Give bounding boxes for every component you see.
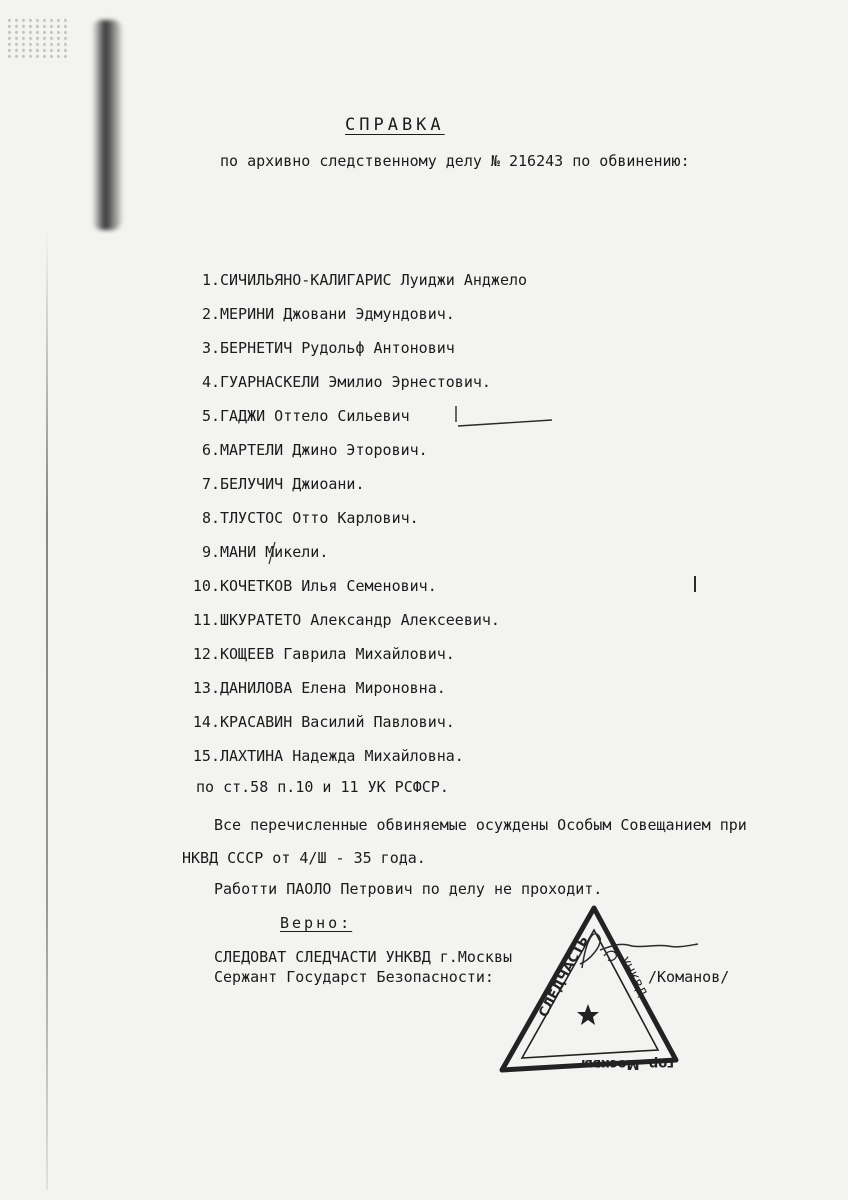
stamp-text-left: СЛЕДЧАСТЬ bbox=[536, 933, 592, 1020]
item-number: 14. bbox=[192, 713, 220, 731]
stray-mark bbox=[690, 574, 700, 596]
item-number: 3. bbox=[201, 339, 220, 357]
list-item bbox=[190, 746, 527, 780]
list-item bbox=[190, 508, 527, 542]
item-number: 8. bbox=[201, 509, 220, 527]
item-name: ТЛУСТОС Отто Карлович. bbox=[220, 509, 419, 527]
signature-line-2: Сержант Государст Безопасности: bbox=[214, 968, 494, 986]
document-subtitle: по архивно следственному делу № 216243 по обвинению: bbox=[220, 152, 690, 170]
item-number: 11. bbox=[192, 611, 220, 629]
item-name: БЕЛУЧИЧ Джиоани. bbox=[220, 475, 365, 493]
document-title: СПРАВКА bbox=[345, 115, 445, 135]
item-number: 6. bbox=[201, 441, 220, 459]
pen-tick-mark bbox=[265, 540, 279, 566]
scan-edge-shadow bbox=[92, 20, 122, 230]
list-item bbox=[190, 542, 527, 576]
scan-speckle bbox=[8, 18, 68, 58]
stamp-text-bottom: гор. Москвы bbox=[581, 1056, 674, 1071]
item-number: 1. bbox=[201, 271, 220, 289]
item-number: 12. bbox=[192, 645, 220, 663]
signature-line-1: СЛЕДОВАТ СЛЕДЧАСТИ УНКВД г.Москвы bbox=[214, 948, 513, 966]
sentence-line-1: Все перечисленные обвиняемые осуждены Особым Совещанием при bbox=[214, 816, 747, 834]
item-number: 4. bbox=[201, 373, 220, 391]
item-name: МАРТЕЛИ Джино Эторович. bbox=[220, 441, 428, 459]
list-item bbox=[190, 576, 527, 610]
pen-stroke-mark bbox=[452, 400, 562, 440]
item-number: 13. bbox=[192, 679, 220, 697]
item-number: 7. bbox=[201, 475, 220, 493]
item-number: 9. bbox=[201, 543, 220, 561]
list-item bbox=[190, 610, 527, 644]
item-name: ГУАРНАСКЕЛИ Эмилио Эрнестович. bbox=[220, 373, 491, 391]
list-item bbox=[190, 338, 527, 372]
list-item bbox=[190, 678, 527, 712]
article-line: по ст.58 п.10 и 11 УК РСФСР. bbox=[196, 778, 449, 796]
scan-edge-line bbox=[46, 230, 48, 1190]
item-name: ШКУРАТЕТО Александр Алексеевич. bbox=[220, 611, 500, 629]
item-number: 10. bbox=[192, 577, 220, 595]
list-item bbox=[190, 644, 527, 678]
list-item bbox=[190, 474, 527, 508]
sentence-line-2: НКВД СССР от 4/Ш - 35 года. bbox=[182, 849, 426, 867]
list-item bbox=[190, 712, 527, 746]
item-number: 5. bbox=[201, 407, 220, 425]
list-item bbox=[190, 440, 527, 474]
item-name: КОЧЕТКОВ Илья Семенович. bbox=[220, 577, 437, 595]
item-name: ДАНИЛОВА Елена Мироновна. bbox=[220, 679, 446, 697]
item-name: ГАДЖИ Оттело Сильевич bbox=[220, 407, 410, 425]
item-name: ЛАХТИНА Надежда Михайловна. bbox=[220, 747, 464, 765]
note-line: Работти ПАОЛО Петрович по делу не проходит. bbox=[214, 880, 603, 898]
item-name: СИЧИЛЬЯНО-КАЛИГАРИС Луиджи Анджело bbox=[220, 271, 528, 289]
list-item bbox=[190, 270, 527, 304]
signer-name: /Команов/ bbox=[648, 968, 730, 986]
certified-label: Верно: bbox=[280, 914, 353, 932]
item-name: КОЩЕЕВ Гаврила Михайлович. bbox=[220, 645, 455, 663]
accused-list bbox=[190, 270, 527, 780]
star-icon bbox=[577, 1004, 599, 1025]
item-name: БЕРНЕТИЧ Рудольф Антонович bbox=[220, 339, 455, 357]
item-name: МАНИ Микели. bbox=[220, 543, 329, 561]
item-number: 2. bbox=[201, 305, 220, 323]
list-item bbox=[190, 304, 527, 338]
item-name: КРАСАВИН Василий Павлович. bbox=[220, 713, 455, 731]
item-number: 15. bbox=[192, 747, 220, 765]
handwritten-signature bbox=[560, 920, 700, 980]
stamp-text-right: УНКВД bbox=[617, 954, 650, 999]
item-name: МЕРИНИ Джовани Эдмундович. bbox=[220, 305, 455, 323]
